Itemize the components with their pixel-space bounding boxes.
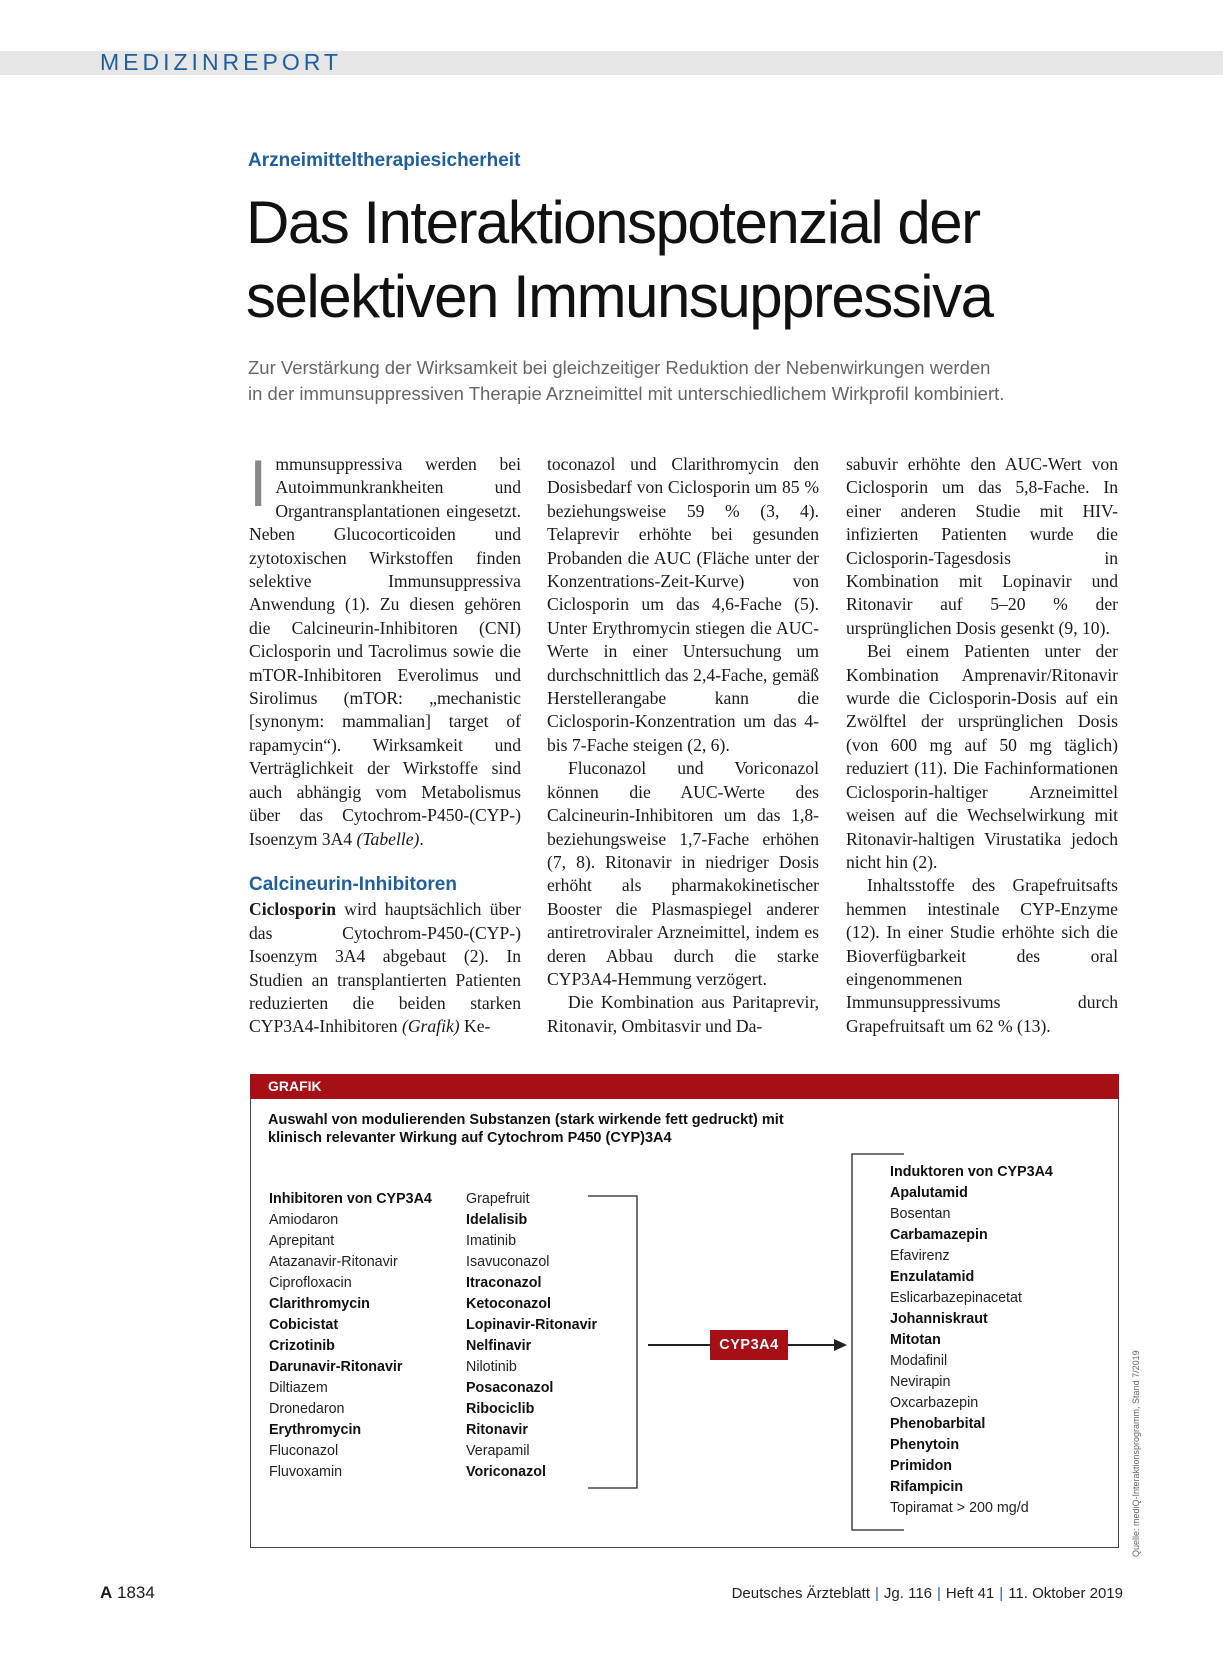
drug-item: Primidon — [890, 1458, 952, 1474]
drug-item: Verapamil — [466, 1443, 530, 1459]
drug-item: Ciprofloxacin — [269, 1275, 352, 1291]
paragraph — [249, 898, 521, 1038]
drug-item: Carbamazepin — [890, 1227, 988, 1243]
caption-line-2: klinisch relevanter Wirkung auf Cytochrom P450 (CYP)3A4 — [268, 1130, 672, 1146]
paragraph: Bei einem Patienten unter der Kombination Amprenavir/Ritonavir wurde die Ciclosporin-Dosis auf ein Zwölftel der ursprünglichen Dosis (von 600 mg auf 50 mg täglich) reduziert (11). Die Fachinformationen Ciclosporin-haltiger Arzneimittel weisen auf die Wechselwirkung mit Ritonavir-haltigen Virustatika jedoch nicht hin (2). — [846, 641, 1118, 872]
drug-item: Cobicistat — [269, 1317, 339, 1333]
paragraph: Inhaltsstoffe des Grapefruitsafts hemmen intestinale CYP-Enzyme (12). In einer Studie erhöhte sich die Bioverfügbarkeit des oral eingenommenen Immunsuppressivums durch Grapefruitsaft um 62 % (13). — [846, 875, 1118, 1036]
caption-line-1: Auswahl von modulierenden Substanzen (stark wirkende fett gedruckt) mit — [268, 1112, 784, 1128]
graphic-reference: (Grafik) — [401, 1016, 460, 1037]
drug-item: Efavirenz — [890, 1248, 950, 1264]
drug-item: Modafinil — [890, 1353, 948, 1369]
list-heading: Inhibitoren von CYP3A4 — [269, 1191, 432, 1207]
table-reference: (Tabelle) — [356, 828, 420, 849]
journal-info — [732, 1585, 1123, 1602]
drug-item: Voriconazol — [466, 1464, 546, 1480]
drug-item: Aprepitant — [269, 1233, 335, 1249]
drug-item: Fluconazol — [269, 1443, 339, 1459]
drug-item: Ribociclib — [466, 1401, 535, 1417]
drug-item: Oxcarbazepin — [890, 1395, 979, 1411]
paragraph-text: wird hauptsächlich über das Cytochrom-P450-(CYP-) Isoenzym 3A4 abgebaut (2). In Studien an transplantierten Patienten reduzierten die beiden starken CYP3A4-Inhibitoren — [249, 899, 521, 1037]
journal-date: 11. Oktober 2019 — [1008, 1585, 1123, 1602]
drug-item: Bosentan — [890, 1206, 951, 1222]
page-number — [100, 1583, 155, 1603]
drug-item: Dronedaron — [269, 1401, 345, 1417]
drug-item: Nilotinib — [466, 1359, 517, 1375]
drug-item: Amiodaron — [269, 1212, 339, 1228]
drug-item: Fluvoxamin — [269, 1464, 343, 1480]
drug-item: Ketoconazol — [466, 1296, 551, 1312]
drug-item: Diltiazem — [269, 1380, 328, 1396]
paragraph: Die Kombination aus Paritaprevir, Ritonavir, Ombitasvir und Da- — [547, 992, 819, 1036]
drug-item: Darunavir-Ritonavir — [269, 1359, 403, 1375]
paragraph: toconazol und Clarithromycin den Dosisbedarf von Ciclosporin um 85 % beziehungsweise 59 % (3, 4). Telaprevir erhöhte bei gesunden Probanden die AUC (Fläche unter der Konzentrations-Zeit-Kurve) von Ciclosporin um das 4,6-Fache (5). Unter Erythromycin stiegen die AUC-Werte in einer Untersuchung um durchschnittlich das 2,4-Fache, gemäß Herstellerangabe kann die Ciclosporin-Konzentration um das 4- bis 7-Fache steigen (2, 6). — [547, 454, 819, 755]
drug-item: Eslicarbazepinacetat — [890, 1290, 1022, 1306]
paragraph — [249, 446, 521, 851]
paragraph-text: Ke- — [459, 1016, 491, 1037]
drug-item: Posaconazol — [466, 1380, 554, 1396]
text-column-1 — [249, 446, 521, 1039]
drug-item: Itraconazol — [466, 1275, 542, 1291]
section-label: MEDIZINREPORT — [100, 49, 342, 75]
list-heading: Induktoren von CYP3A4 — [890, 1164, 1053, 1180]
paragraph-text: mmunsuppressiva werden bei Autoimmunkrankheiten und Organtransplantationen eingesetzt. Neben Glucocorticoiden und zytotoxischen Wirkstoffen finden selektive Immunsuppressiva Anwendung (1). Zu diesen gehören die Calcineurin-Inhibitoren (CNI) Ciclosporin und Tacrolimus sowie die mTOR-Inhibitoren Everolimus und Sirolimus (mTOR: „mechanistic [synonym: mammalian] target of rapamycin“). Wirksamkeit und Verträglichkeit der Wirkstoffe sind auch abhängig vom Metabolismus über das Cytochrom-P450-(CYP-) Isoenzym 3A4 — [249, 454, 521, 849]
drug-item: Atazanavir-Ritonavir — [269, 1254, 398, 1270]
drug-item: Clarithromycin — [269, 1296, 370, 1312]
paragraph: sabuvir erhöhte den AUC-Wert von Ciclosporin um das 5,8-Fache. In einer anderen Studie mit HIV-infizierten Patienten wurde die Ciclosporin-Tagesdosis in Kombination mit Lopinavir und Ritonavir auf 5–20 % der ursprünglichen Dosis gesenkt (9, 10). — [846, 454, 1118, 638]
cyp3a4-badge: CYP3A4 — [710, 1330, 788, 1360]
drug-item: Enzulatamid — [890, 1269, 975, 1285]
source-note: Quelle: mediQ-Interaktionsprogramm, Stand 7/2019 — [1131, 1350, 1141, 1557]
journal-volume: Jg. 116 — [883, 1585, 932, 1602]
drug-item: Mitotan — [890, 1332, 941, 1348]
drug-item: Topiramat > 200 mg/d — [890, 1500, 1029, 1516]
drug-item: Nevirapin — [890, 1374, 951, 1390]
drug-item: Erythromycin — [269, 1422, 362, 1438]
drug-item: Nelfinavir — [466, 1338, 532, 1354]
article-title — [246, 186, 1166, 334]
inhibitor-list-1 — [269, 1189, 432, 1483]
drug-item: Apalutamid — [890, 1185, 968, 1201]
text-column-2 — [547, 453, 819, 1038]
journal-name: Deutsches Ärzteblatt — [731, 1585, 870, 1602]
journal-issue: Heft 41 — [945, 1585, 995, 1602]
drug-item: Crizotinib — [269, 1338, 335, 1354]
title-line-2: selektiven Immunsuppressiva — [246, 263, 993, 330]
separator: | — [999, 1585, 1004, 1602]
inducer-list — [890, 1162, 1053, 1519]
drug-item: Johanniskraut — [890, 1311, 988, 1327]
drug-item: Idelalisib — [466, 1212, 528, 1228]
lead-line-2: in der immunsuppressiven Therapie Arzneimittel mit unterschiedlichem Wirkprofil kombiniert. — [248, 383, 1005, 404]
drug-item: Phenytoin — [890, 1437, 960, 1453]
page-number-value: 1834 — [117, 1583, 155, 1602]
list-heading: Grapefruit — [466, 1191, 530, 1207]
inhibitor-list-2 — [466, 1189, 597, 1483]
drug-item: Ritonavir — [466, 1422, 528, 1438]
separator: | — [875, 1585, 879, 1602]
paragraph: Fluconazol und Voriconazol können die AUC-Werte des Calcineurin-Inhibitoren um das 1,8- beziehungsweise 1,7-Fache erhöhen (7, 8). Ritonavir in niedriger Dosis erhöht als pharmakokinetischer Booster die Plasmaspiegel anderer antiretroviraler Arzneimittel, indem es deren Abbau durch die starke CYP3A4-Hemmung verzögert. — [547, 758, 819, 989]
graphic-header: GRAFIK — [250, 1074, 1119, 1099]
drug-item: Isavuconazol — [466, 1254, 550, 1270]
drug-item: Lopinavir-Ritonavir — [466, 1317, 598, 1333]
drug-name: Ciclosporin — [249, 899, 336, 920]
lead-line-1: Zur Verstärkung der Wirksamkeit bei gleichzeitiger Reduktion der Nebenwirkungen werden — [248, 357, 991, 378]
subheading: Calcineurin-Inhibitoren — [249, 873, 457, 895]
drop-cap: I — [249, 446, 268, 520]
drug-item: Rifampicin — [890, 1479, 964, 1495]
page-prefix: A — [100, 1583, 113, 1602]
title-line-1: Das Interaktionspotenzial der — [246, 189, 980, 256]
graphic-caption — [268, 1111, 828, 1147]
separator: | — [937, 1585, 941, 1602]
article-lead — [248, 355, 1108, 407]
drug-item: Phenobarbital — [890, 1416, 986, 1432]
text-column-3 — [846, 453, 1118, 1038]
drug-item: Imatinib — [466, 1233, 517, 1249]
paragraph-text: . — [419, 828, 424, 849]
article-kicker: Arzneimitteltherapiesicherheit — [248, 150, 521, 171]
